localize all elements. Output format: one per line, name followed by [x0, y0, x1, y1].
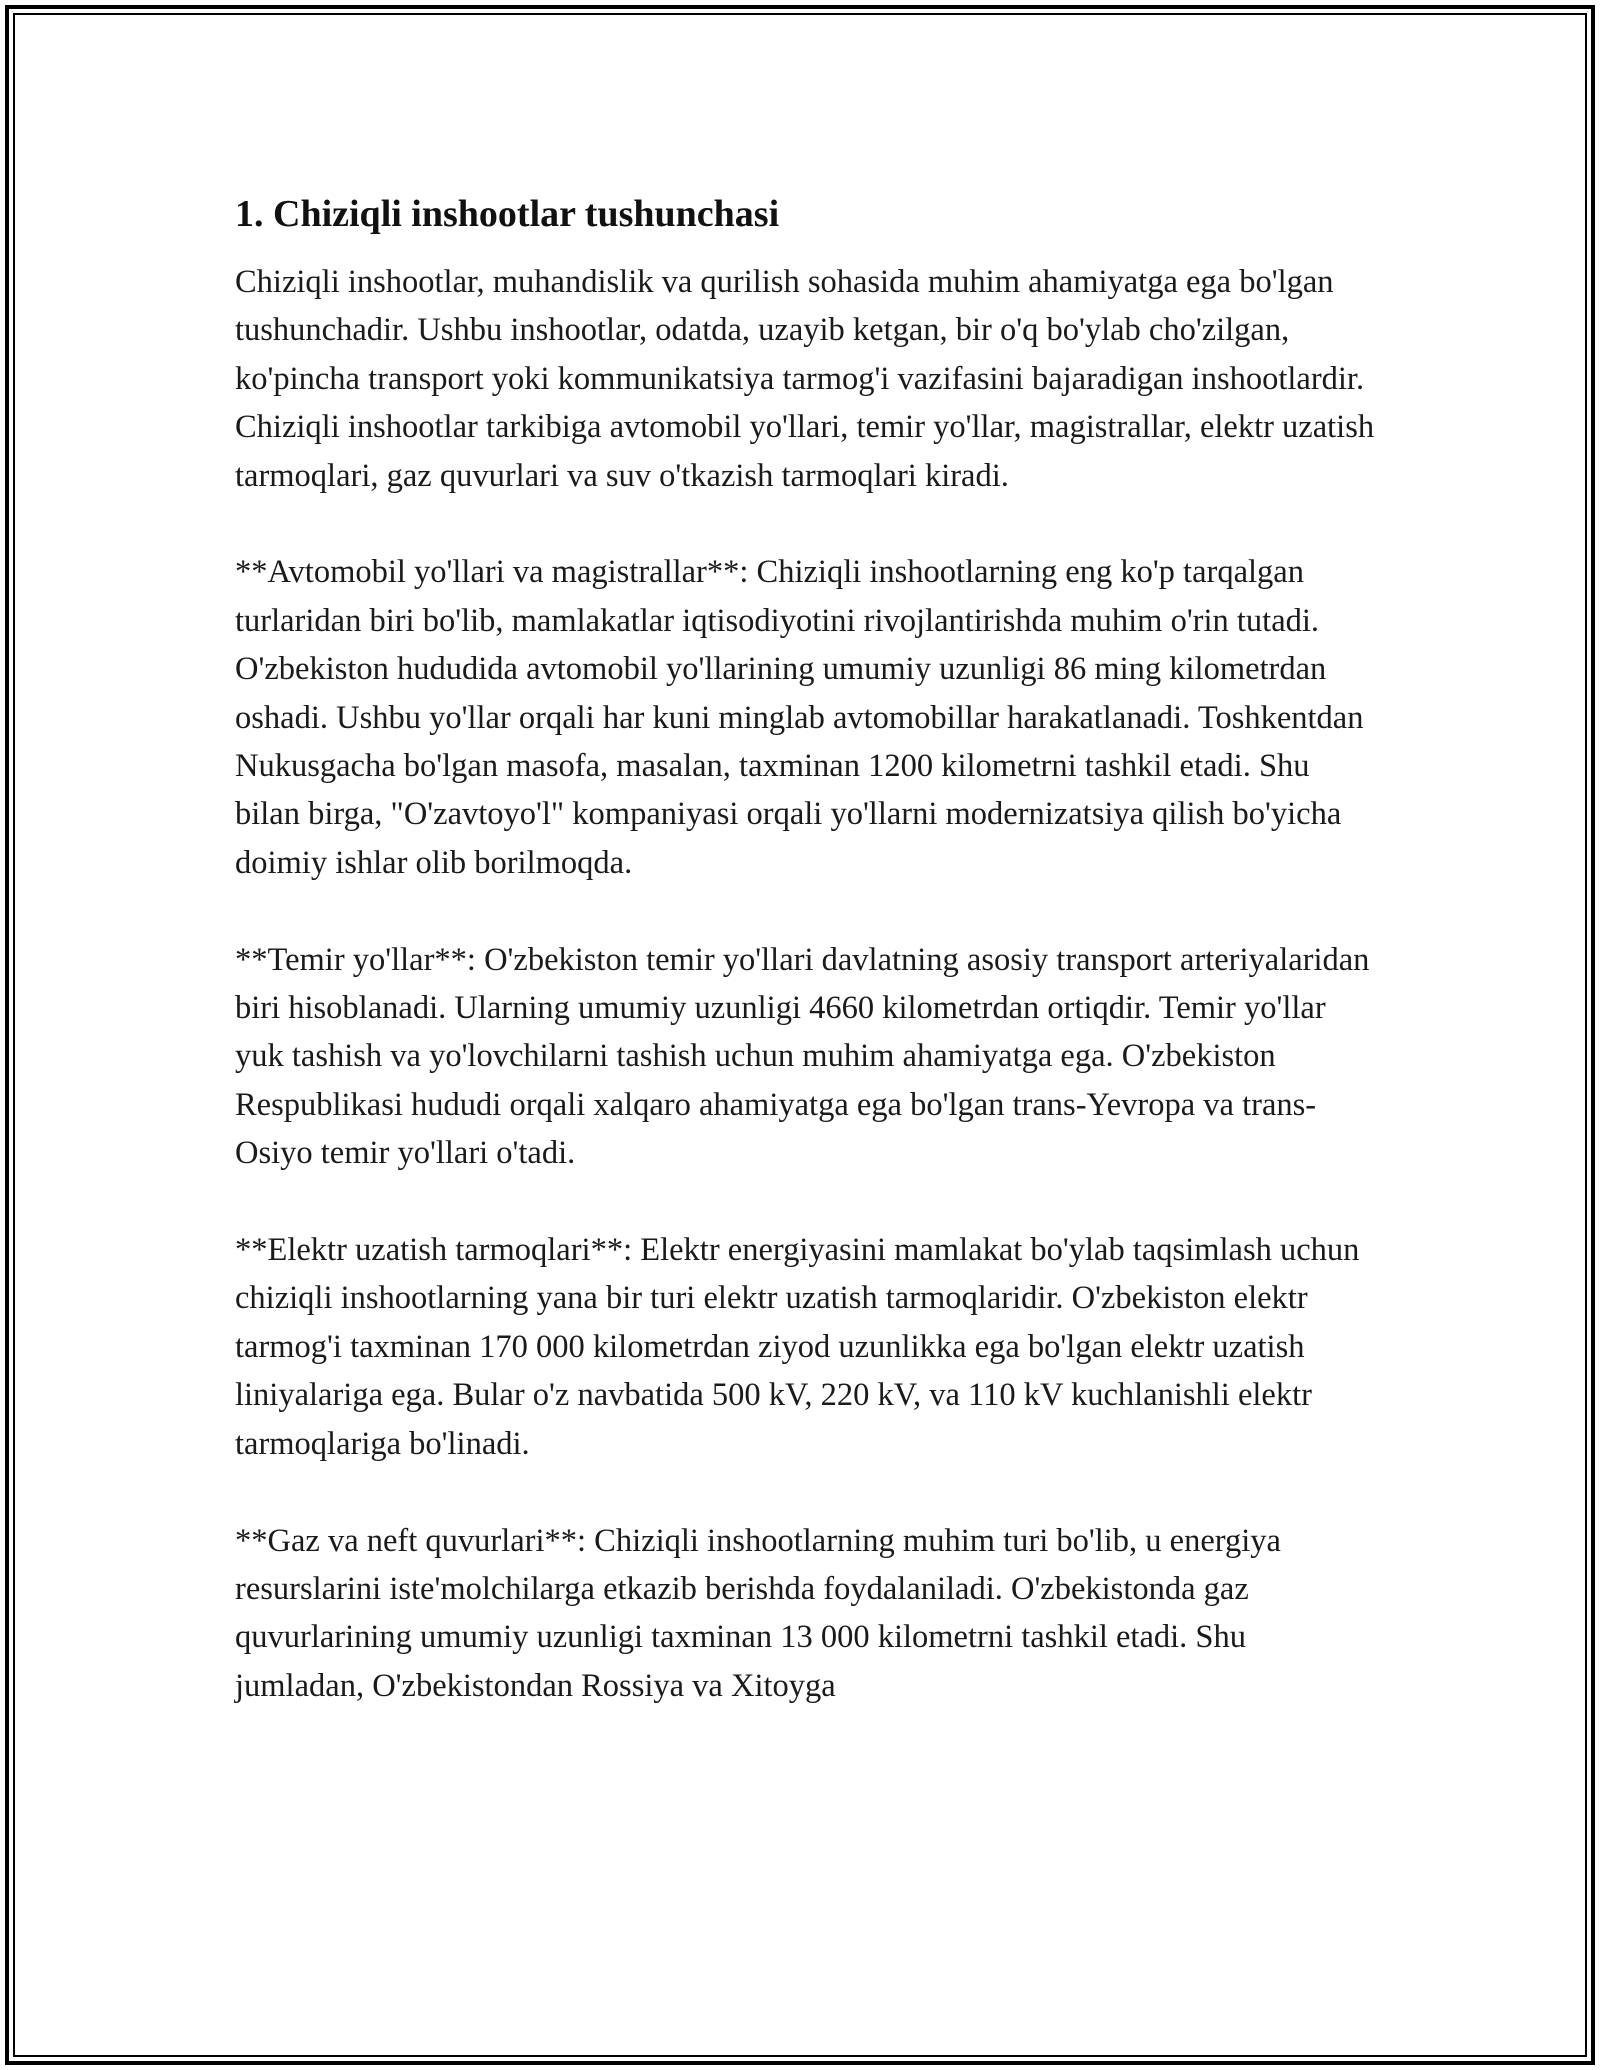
- paragraph-intro: Chiziqli inshootlar, muhandislik va qurilish sohasida muhim ahamiyatga ega bo'lgan tushunchadir. Ushbu inshootlar, odatda, uzayib ketgan, bir o'q bo'ylab cho'zilgan, ko'pincha transport yoki kommunikatsiya tarmog'i vazifasini bajaradigan inshootlardir. Chiziqli inshootlar tarkibiga avtomobil yo'llari, temir yo'llar, magistrallar, elektr uzatish tarmoqlari, gaz quvurlari va suv o'tkazish tarmoqlari kiradi.: [235, 264, 1375, 494]
- document-body: [235, 184, 1375, 1759]
- paragraph-power-lines: **Elektr uzatish tarmoqlari**: Elektr energiyasini mamlakat bo'ylab taqsimlash uchun chiziqli inshootlarning yana bir turi elektr uzatish tarmoqlaridir. O'zbekiston elektr tarmog'i taxminan 170 000 kilometrdan ziyod uzunlikka ega bo'lgan elektr uzatish liniyalariga ega. Bular o'z navbatida 500 kV, 220 kV, va 110 kV kuchlanishli elektr tarmoqlariga bo'linadi.: [235, 1232, 1360, 1462]
- paragraph-roads: **Avtomobil yo'llari va magistrallar**: Chiziqli inshootlarning eng ko'p tarqalgan turlaridan biri bo'lib, mamlakatlar iqtisodiyotini rivojlantirishda muhim o'rin tutadi. O'zbekiston hududida avtomobil yo'llarining umumiy uzunligi 86 ming kilometrdan oshadi. Ushbu yo'llar orqali har kuni minglab avtomobillar harakatlanadi. Toshkentdan Nukusgacha bo'lgan masofa, masalan, taxminan 1200 kilometrni tashkil etadi. Shu bilan birga, "O'zavtoyo'l" kompaniyasi orqali yo'llarni modernizatsiya qilish bo'yicha doimiy ishlar olib borilmoqda.: [235, 554, 1364, 881]
- paragraph-pipelines: **Gaz va neft quvurlari**: Chiziqli inshootlarning muhim turi bo'lib, u energiya resurslarini iste'molchilarga etkazib berishda foydalaniladi. O'zbekistonda gaz quvurlarining umumiy uzunligi taxminan 13 000 kilometrni tashkil etadi. Shu jumladan, O'zbekistondan Rossiya va Xitoyga: [235, 1522, 1281, 1704]
- paragraph-railways: **Temir yo'llar**: O'zbekiston temir yo'llari davlatning asosiy transport arteriyalaridan biri hisoblanadi. Ularning umumiy uzunligi 4660 kilometrdan ortiqdir. Temir yo'llar yuk tashish va yo'lovchilarni tashish uchun muhim ahamiyatga ega. O'zbekiston Respublikasi hududi orqali xalqaro ahamiyatga ega bo'lgan trans-Yevropa va trans-Osiyo temir yo'llari o'tadi.: [235, 941, 1370, 1172]
- section-heading: 1. Chiziqli inshootlar tushunchasi: [235, 193, 780, 235]
